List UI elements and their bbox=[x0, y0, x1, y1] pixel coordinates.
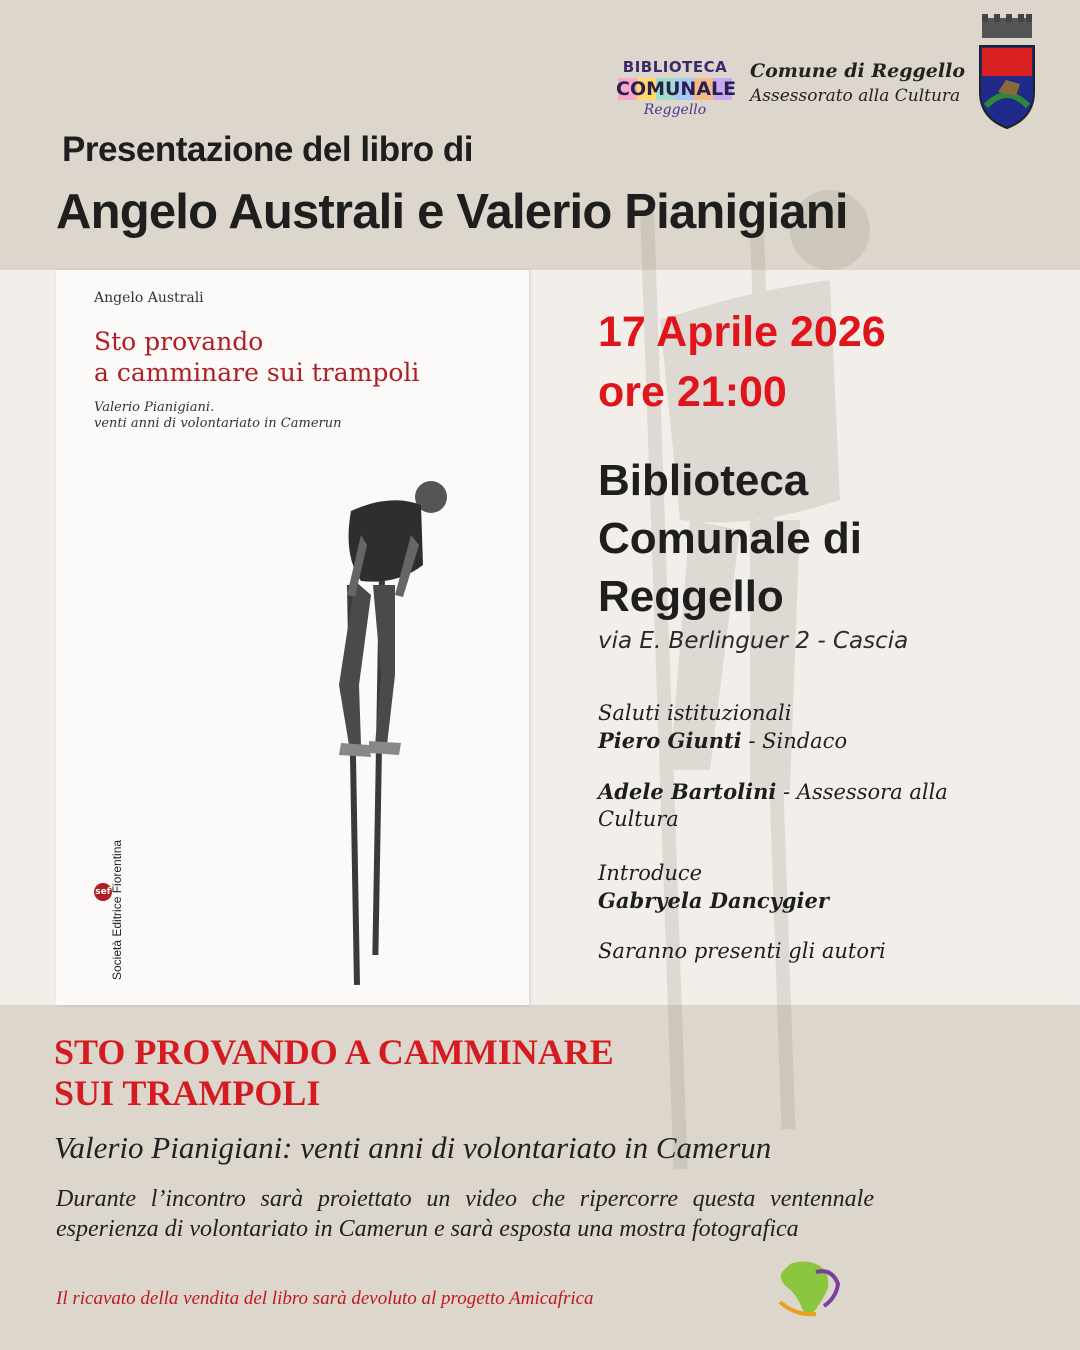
book-author: Angelo Australi bbox=[94, 290, 204, 306]
event-description: Durante l’incontro sarà proiettato un video che ripercorre questa ventennale esperienza di volontariato in Camerun e sarà esposta una mostra fotografica bbox=[56, 1186, 874, 1242]
book-cover bbox=[56, 270, 529, 1005]
book-title-line-2: a camminare sui trampoli bbox=[94, 358, 420, 387]
book-subtitle-line-1: Valerio Pianigiani. bbox=[94, 400, 215, 415]
logo-line-3: Reggello bbox=[643, 102, 707, 118]
speaker-1-name: Piero Giunti bbox=[598, 728, 742, 753]
program-intro bbox=[598, 860, 978, 915]
footer-title-line-1: STO PROVANDO A CAMMINARE bbox=[54, 1032, 614, 1072]
greetings-label: Saluti istituzionali bbox=[598, 701, 792, 725]
book-title-line-1: Sto provando bbox=[94, 327, 264, 356]
logo-line-1: BIBLIOTECA bbox=[622, 58, 728, 76]
library-logo bbox=[616, 44, 737, 128]
program-speaker-2 bbox=[598, 778, 978, 833]
venue-line-3: Reggello bbox=[598, 572, 784, 621]
speaker-1-role: - Sindaco bbox=[741, 729, 848, 753]
venue-line-2: Comunale di bbox=[598, 514, 863, 563]
comune-department: Assessorato alla Cultura bbox=[750, 86, 961, 106]
speaker-2-name: Adele Bartolini bbox=[598, 779, 777, 804]
comune-block bbox=[750, 60, 965, 106]
event-datetime bbox=[598, 302, 886, 422]
coat-of-arms-icon bbox=[976, 14, 1038, 130]
venue-line-1: Biblioteca bbox=[598, 456, 809, 505]
intro-label: Introduce bbox=[598, 861, 703, 885]
event-venue bbox=[598, 452, 1038, 626]
publisher-name: Società Editrice Fiorentina bbox=[110, 839, 124, 980]
book-subtitle-line-2: venti anni di volontariato in Camerun bbox=[94, 416, 342, 431]
publisher-logo: sef bbox=[94, 883, 112, 901]
comune-name: Comune di Reggello bbox=[750, 60, 965, 82]
event-time: ore 21:00 bbox=[598, 368, 787, 416]
presentation-line: Presentazione del libro di bbox=[62, 130, 473, 169]
book-subtitle bbox=[94, 400, 494, 432]
intro-name: Gabryela Dancygier bbox=[598, 888, 829, 913]
authors-heading: Angelo Australi e Valerio Pianigiani bbox=[56, 185, 848, 239]
event-date: 17 Aprile 2026 bbox=[598, 308, 886, 356]
footer-title-line-2: SUI TRAMPOLI bbox=[54, 1073, 321, 1113]
speaker-2-role: - Assessora alla Cultura bbox=[598, 780, 948, 831]
footer-book-title bbox=[54, 1032, 614, 1114]
program-greetings bbox=[598, 700, 978, 755]
speaker-1 bbox=[598, 727, 978, 755]
footer-subtitle: Valerio Pianigiani: venti anni di volontariato in Camerun bbox=[54, 1130, 772, 1165]
program-closing: Saranno presenti gli autori bbox=[598, 939, 886, 963]
publisher-spine bbox=[92, 780, 124, 980]
proceeds-note: Il ricavato della vendita del libro sarà devoluto al progetto Amicafrica bbox=[56, 1288, 594, 1309]
stilt-walker-photo bbox=[311, 475, 461, 985]
amicafrica-logo-icon bbox=[772, 1258, 842, 1320]
logo-line-2: COMUNALE bbox=[616, 78, 737, 100]
venue-address: via E. Berlinguer 2 - Cascia bbox=[598, 628, 909, 654]
book-title bbox=[94, 326, 514, 388]
